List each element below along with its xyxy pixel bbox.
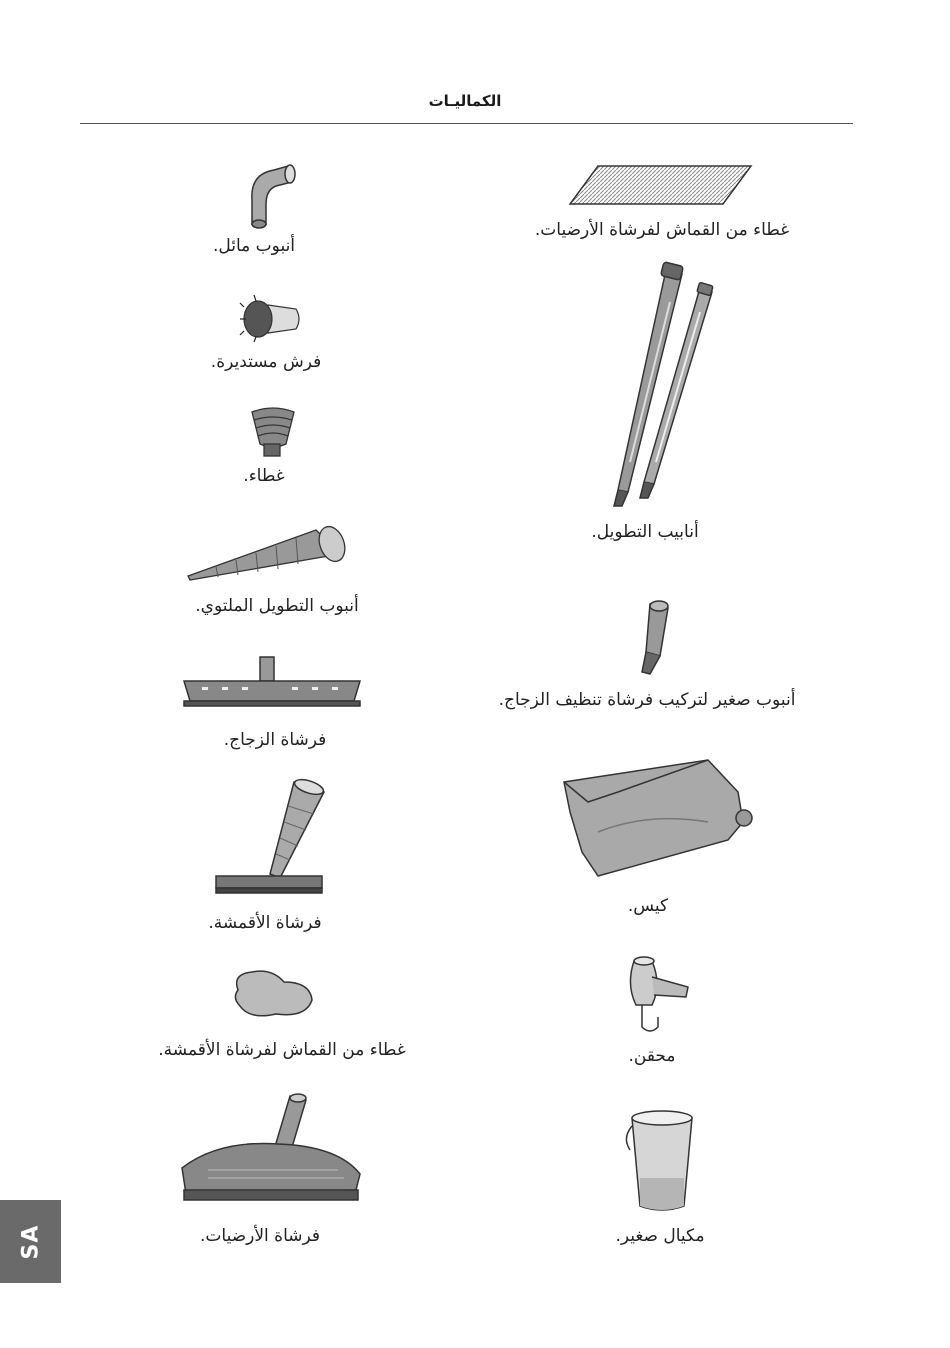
window-brush-illustration xyxy=(182,655,364,709)
fabric-brush-illustration xyxy=(214,778,326,896)
floor-cloth-illustration xyxy=(568,162,753,208)
funnel-illustration xyxy=(622,955,694,1037)
caption-round-brushes: فرش مستديرة. xyxy=(210,352,322,372)
language-tab xyxy=(0,1200,61,1283)
extension-tubes-illustration xyxy=(600,262,720,507)
floor-brush-illustration xyxy=(178,1090,364,1206)
spiral-extension-illustration xyxy=(186,524,358,582)
caption-small-tube: أنبوب صغير لتركيب فرشاة تنظيف الزجاج. xyxy=(498,690,796,710)
round-brush-illustration xyxy=(238,293,304,343)
caption-extension-tubes: أنابيب التطويل. xyxy=(591,522,699,542)
caption-fabric-cloth: غطاء من القماش لفرشاة الأقمشة. xyxy=(158,1040,406,1060)
caption-floor-cloth: غطاء من القماش لفرشاة الأرضيات. xyxy=(534,220,790,240)
language-tab-label: SA xyxy=(18,1224,43,1259)
fabric-cloth-illustration xyxy=(232,968,314,1020)
caption-bag: كيس. xyxy=(627,896,669,916)
caption-cap: غطاء. xyxy=(243,466,285,486)
measuring-cup-illustration xyxy=(622,1108,702,1218)
caption-funnel: محقن. xyxy=(628,1046,676,1066)
caption-window-brush: فرشاة الزجاج. xyxy=(223,730,327,750)
cap-illustration xyxy=(248,404,298,460)
angled-tube-illustration xyxy=(244,160,300,232)
small-tube-illustration xyxy=(632,598,682,676)
page-title: الكماليـات xyxy=(428,92,502,110)
caption-angled-tube: أنبوب مائل. xyxy=(212,236,296,256)
caption-measuring-cup: مكيال صغير. xyxy=(615,1226,705,1246)
caption-floor-brush: فرشاة الأرضيات. xyxy=(199,1226,321,1246)
caption-spiral-extension: أنبوب التطويل الملتوي. xyxy=(195,596,359,616)
caption-fabric-brush: فرشاة الأقمشة. xyxy=(208,913,322,933)
bag-illustration xyxy=(558,752,758,880)
header-divider xyxy=(80,123,853,124)
